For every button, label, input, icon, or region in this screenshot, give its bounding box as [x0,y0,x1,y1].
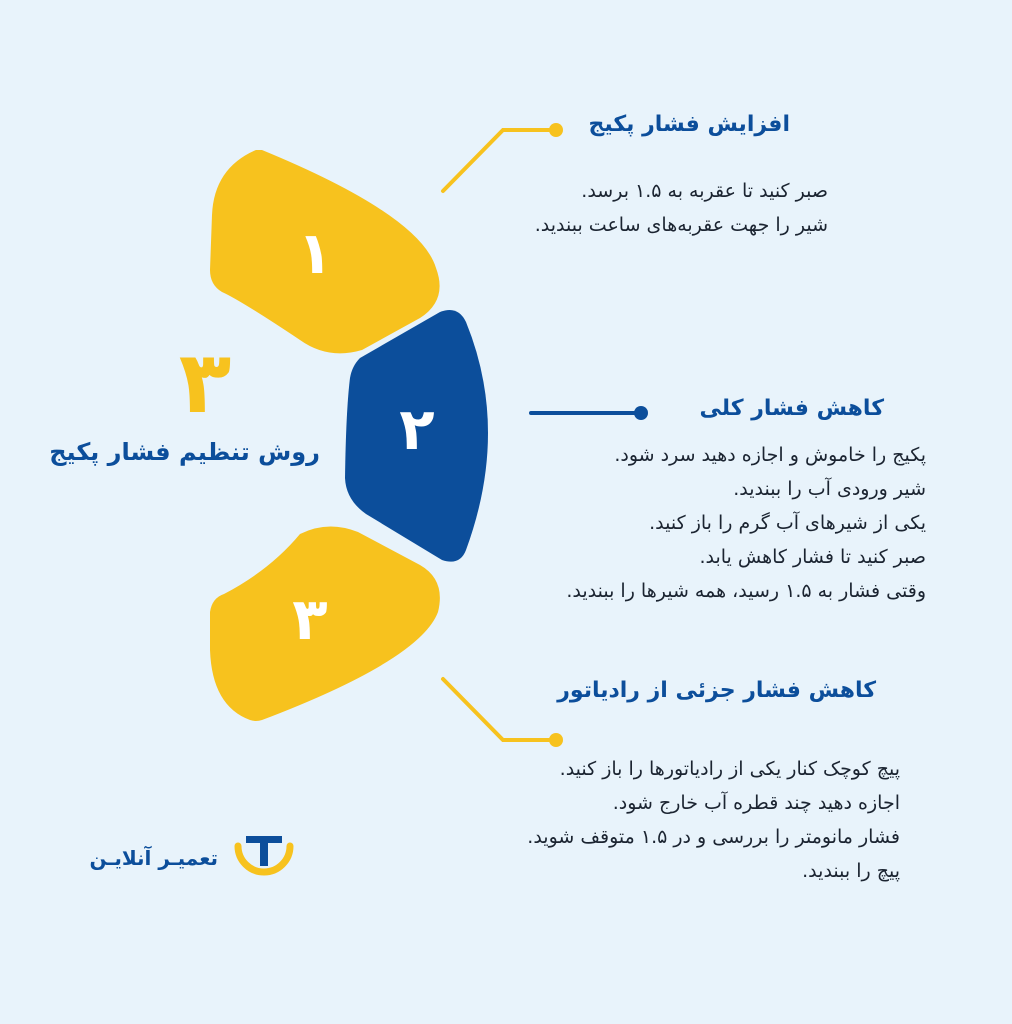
step-2-line: شیر ورودی آب را ببندید. [733,478,926,500]
step-2-title: کاهش فشار کلی [699,396,884,421]
step-1-line: صبر کنید تا عقربه به ۱.۵ برسد. [581,180,828,202]
step-2-line: وقتی فشار به ۱.۵ رسید، همه شیرها را ببندید. [566,580,926,602]
step-2-line: پکیج را خاموش و اجازه دهید سرد شود. [614,444,926,466]
segment-3-number: ۳ [292,585,328,653]
step-3-line: پیچ را ببندید. [802,860,900,882]
step-3-title: کاهش فشار جزئی از رادیاتور [557,678,876,703]
step-2-line: یکی از شیرهای آب گرم را باز کنید. [649,512,926,534]
connector-1-dot [549,123,563,137]
headline-number: ۳ [178,333,232,433]
connector-3 [443,679,556,740]
connector-2-dot [634,406,648,420]
connector-3-dot [549,733,563,747]
step-3-line: پیچ کوچک کنار یکی از رادیاتورها را باز کنید. [559,758,900,780]
segment-2-number: ۲ [399,395,435,463]
brand-logo-icon [238,836,290,872]
step-3-line: فشار مانومتر را بررسی و در ۱.۵ متوقف شوید. [527,826,900,848]
step-2-description [566,438,926,608]
step-1-title: افزایش فشار پکیج [588,112,790,137]
headline-title: روش تنظیم فشار پکیج [49,438,320,466]
step-3-line: اجازه دهید چند قطره آب خارج شود. [612,792,900,814]
step-3-description [527,752,900,888]
step-1-description [535,174,828,242]
brand-name: تعمیـر آنلایـن [89,846,218,870]
step-1-line: شیر را جهت عقربه‌های ساعت ببندید. [534,214,828,236]
step-2-line: صبر کنید تا فشار کاهش یابد. [699,546,926,568]
segment-1-number: ۱ [297,219,333,287]
